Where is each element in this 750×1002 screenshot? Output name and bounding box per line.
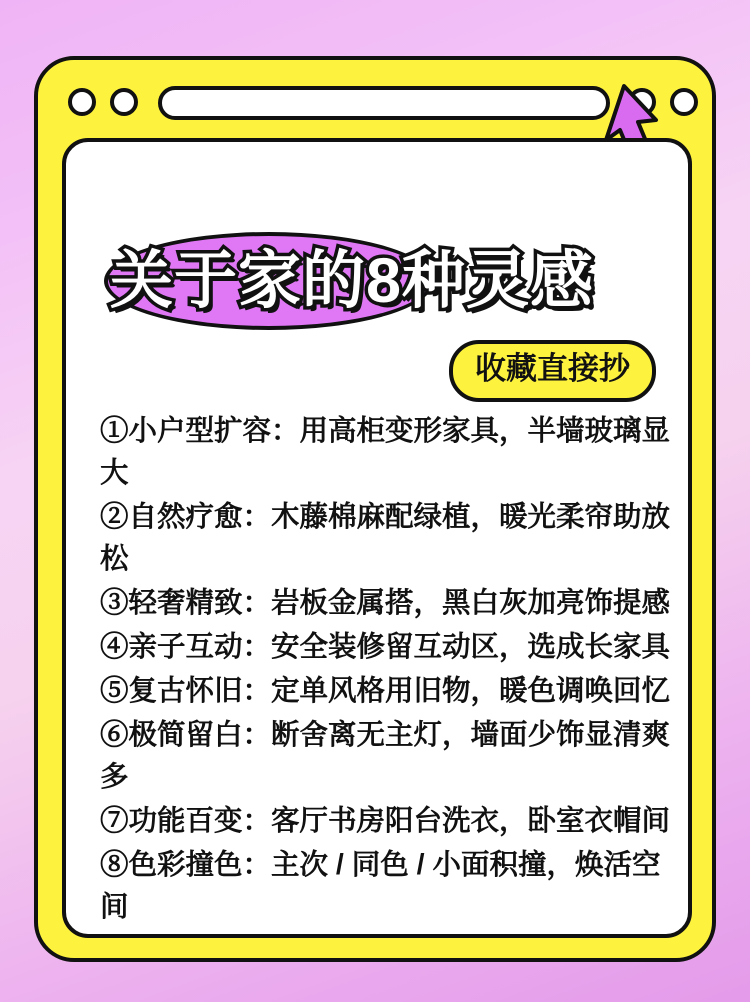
list-item: ④亲子互动：安全装修留互动区，选成长家具: [100, 631, 671, 663]
list-item: ⑥极简留白：断舍离无主灯，墙面少饰显清爽多: [100, 719, 671, 793]
poster-card: [34, 56, 716, 962]
url-bar[interactable]: [158, 86, 610, 120]
list-item: ③轻奢精致：岩板金属搭，黑白灰加亮饰提感: [100, 587, 671, 619]
browser-topbar: [62, 78, 692, 128]
page-title: 关于家的8种灵感: [110, 246, 595, 316]
list-item: ②自然疗愈：木藤棉麻配绿植，暖光柔帘助放松: [100, 501, 671, 575]
title-area: [66, 224, 692, 344]
save-badge[interactable]: 收藏直接抄: [449, 340, 656, 402]
window-dot-right-2: [670, 88, 698, 116]
list-item: ①小户型扩容：用高柜变形家具，半墙玻璃显大: [100, 415, 671, 489]
list-item: ⑧色彩撞色：主次 / 同色 / 小面积撞，焕活空间: [100, 849, 661, 923]
poster-sheet: [62, 138, 692, 938]
inspiration-list: [100, 410, 676, 930]
window-dot-left-2: [110, 88, 138, 116]
window-dot-right-1: [628, 88, 656, 116]
list-item: ⑦功能百变：客厅书房阳台洗衣，卧室衣帽间: [100, 805, 671, 837]
window-dot-left-1: [68, 88, 96, 116]
list-item: ⑤复古怀旧：定单风格用旧物，暖色调唤回忆: [100, 675, 671, 707]
